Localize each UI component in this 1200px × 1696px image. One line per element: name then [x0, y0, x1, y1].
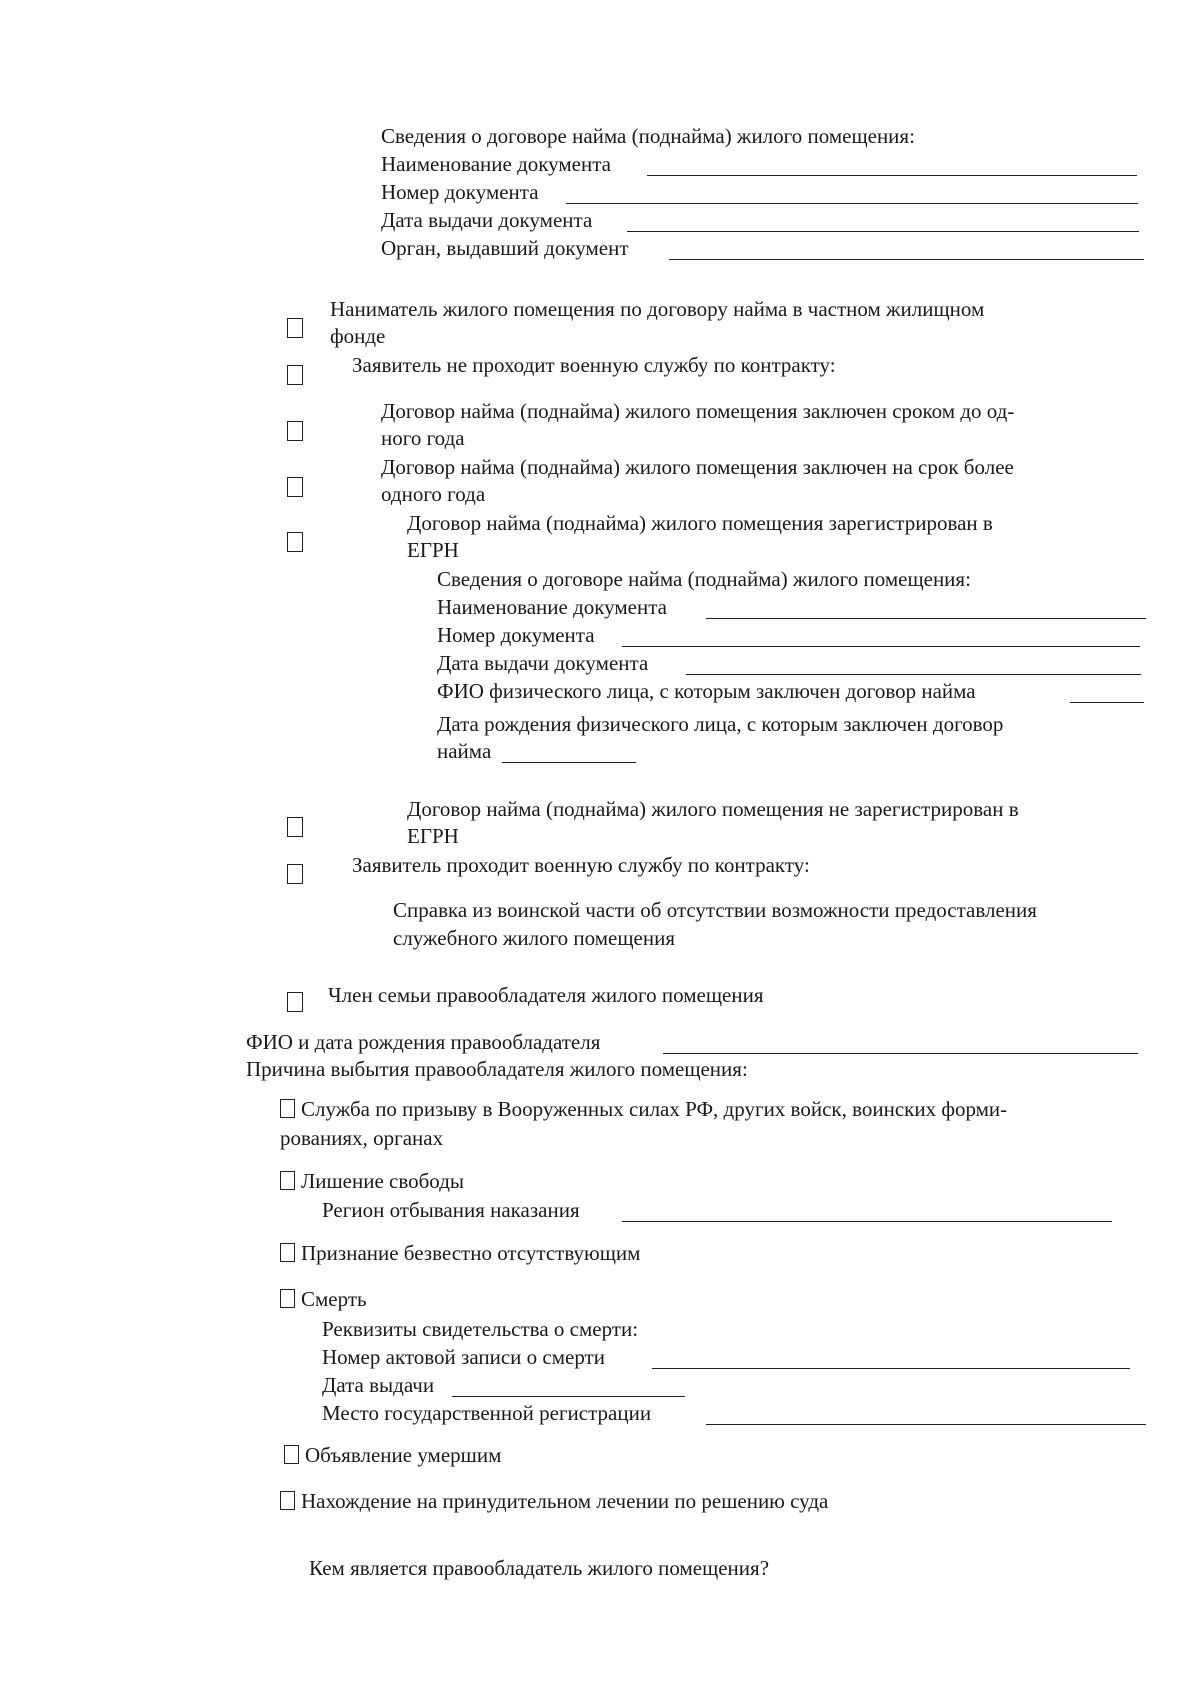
registered-doc-date-label: Дата выдачи документа — [437, 651, 649, 675]
not-registered-line1: Договор найма (поднайма) жилого помещения не зарегистрирован в — [407, 797, 1019, 821]
reason-conscription — [280, 1096, 1007, 1122]
registered-checkbox[interactable] — [287, 532, 303, 552]
person-fio-field[interactable] — [1070, 702, 1144, 703]
registered-doc-date-field[interactable] — [686, 674, 1141, 675]
contract-long-checkbox[interactable] — [287, 477, 303, 497]
registered-doc-name-label: Наименование документа — [437, 595, 667, 619]
reason-missing-label: Признание безвестно отсутствующим — [301, 1241, 641, 1265]
registered-doc-number-field[interactable] — [622, 646, 1140, 647]
not-military-checkbox[interactable] — [287, 365, 303, 385]
reason-heading: Причина выбытия правообладателя жилого помещения: — [246, 1057, 748, 1081]
doc-name-label: Наименование документа — [381, 152, 611, 176]
military-label: Заявитель проходит военную службу по контракту: — [352, 853, 810, 877]
registered-doc-number-label: Номер документа — [437, 623, 595, 647]
death-cert-heading: Реквизиты свидетельства о смерти: — [322, 1317, 639, 1341]
reason-declared-dead — [284, 1442, 501, 1468]
reason-forced-treatment-label: Нахождение на принудительном лечении по решению суда — [301, 1489, 829, 1513]
doc-number-label: Номер документа — [381, 180, 539, 204]
private-tenant-line1: Наниматель жилого помещения по договору найма в частном жилищном — [330, 297, 985, 321]
military-note-line1: Справка из воинской части об отсутствии возможности предоставления — [393, 898, 1037, 922]
reason-declared-dead-checkbox[interactable] — [284, 1445, 299, 1464]
reason-death-label: Смерть — [301, 1287, 367, 1311]
contract-long-line2: одного года — [381, 482, 486, 506]
reason-death — [280, 1286, 367, 1312]
person-fio-label: ФИО физического лица, с которым заключен договор найма — [437, 679, 976, 703]
not-registered-checkbox[interactable] — [287, 817, 303, 837]
reason-prison-label: Лишение свободы — [301, 1169, 464, 1193]
registered-doc-name-field[interactable] — [706, 618, 1146, 619]
family-member-label: Член семьи правообладателя жилого помещения — [328, 983, 764, 1007]
doc-date-label: Дата выдачи документа — [381, 208, 593, 232]
private-tenant-line2: фонде — [330, 324, 386, 348]
reason-conscription-line1: Служба по призыву в Вооруженных силах РФ, других войск, воинских форми- — [301, 1097, 1008, 1121]
doc-issuer-label: Орган, выдавший документ — [381, 236, 629, 260]
registered-line2: ЕГРН — [407, 538, 459, 562]
doc-issuer-field[interactable] — [669, 259, 1144, 260]
reason-death-checkbox[interactable] — [280, 1289, 295, 1308]
registered-line1: Договор найма (поднайма) жилого помещения зарегистрирован в — [407, 511, 993, 535]
contract-details-heading: Сведения о договоре найма (поднайма) жилого помещения: — [381, 124, 915, 148]
doc-name-field[interactable] — [647, 175, 1137, 176]
death-record-field[interactable] — [652, 1368, 1130, 1369]
family-member-checkbox[interactable] — [287, 992, 303, 1012]
contract-short-checkbox[interactable] — [287, 421, 303, 441]
reason-prison-checkbox[interactable] — [280, 1171, 295, 1190]
holder-fio-field[interactable] — [663, 1053, 1138, 1054]
death-place-field[interactable] — [706, 1424, 1146, 1425]
military-checkbox[interactable] — [287, 864, 303, 884]
reason-conscription-checkbox[interactable] — [280, 1099, 295, 1118]
reason-conscription-line2: рованиях, органах — [280, 1126, 444, 1150]
reason-declared-dead-label: Объявление умершим — [305, 1443, 502, 1467]
doc-number-field[interactable] — [566, 203, 1138, 204]
death-place-label: Место государственной регистрации — [322, 1401, 652, 1425]
military-note-line2: служебного жилого помещения — [393, 926, 675, 950]
person-birth-line1: Дата рождения физического лица, с которым заключен договор — [437, 712, 1004, 736]
reason-missing-checkbox[interactable] — [280, 1243, 295, 1262]
contract-short-line1: Договор найма (поднайма) жилого помещения заключен сроком до од- — [381, 399, 1015, 423]
doc-date-field[interactable] — [627, 231, 1139, 232]
reason-forced-treatment-checkbox[interactable] — [280, 1491, 295, 1510]
holder-type-question: Кем является правообладатель жилого помещения? — [309, 1556, 770, 1580]
prison-region-label: Регион отбывания наказания — [322, 1198, 580, 1222]
person-birth-field[interactable] — [502, 762, 636, 763]
prison-region-field[interactable] — [622, 1221, 1112, 1222]
contract-long-line1: Договор найма (поднайма) жилого помещения заключен на срок более — [381, 455, 1014, 479]
death-date-label: Дата выдачи — [322, 1373, 435, 1397]
holder-fio-label: ФИО и дата рождения правообладателя — [246, 1030, 601, 1054]
reason-missing — [280, 1240, 640, 1266]
reason-forced-treatment — [280, 1488, 828, 1514]
private-tenant-checkbox[interactable] — [287, 318, 303, 338]
contract-short-line2: ного года — [381, 426, 465, 450]
not-registered-line2: ЕГРН — [407, 824, 459, 848]
registered-details-heading: Сведения о договоре найма (поднайма) жилого помещения: — [437, 567, 971, 591]
person-birth-line2: найма — [437, 739, 492, 763]
death-date-field[interactable] — [452, 1396, 685, 1397]
not-military-label: Заявитель не проходит военную службу по контракту: — [352, 353, 836, 377]
reason-prison — [280, 1168, 464, 1194]
death-record-label: Номер актовой записи о смерти — [322, 1345, 605, 1369]
